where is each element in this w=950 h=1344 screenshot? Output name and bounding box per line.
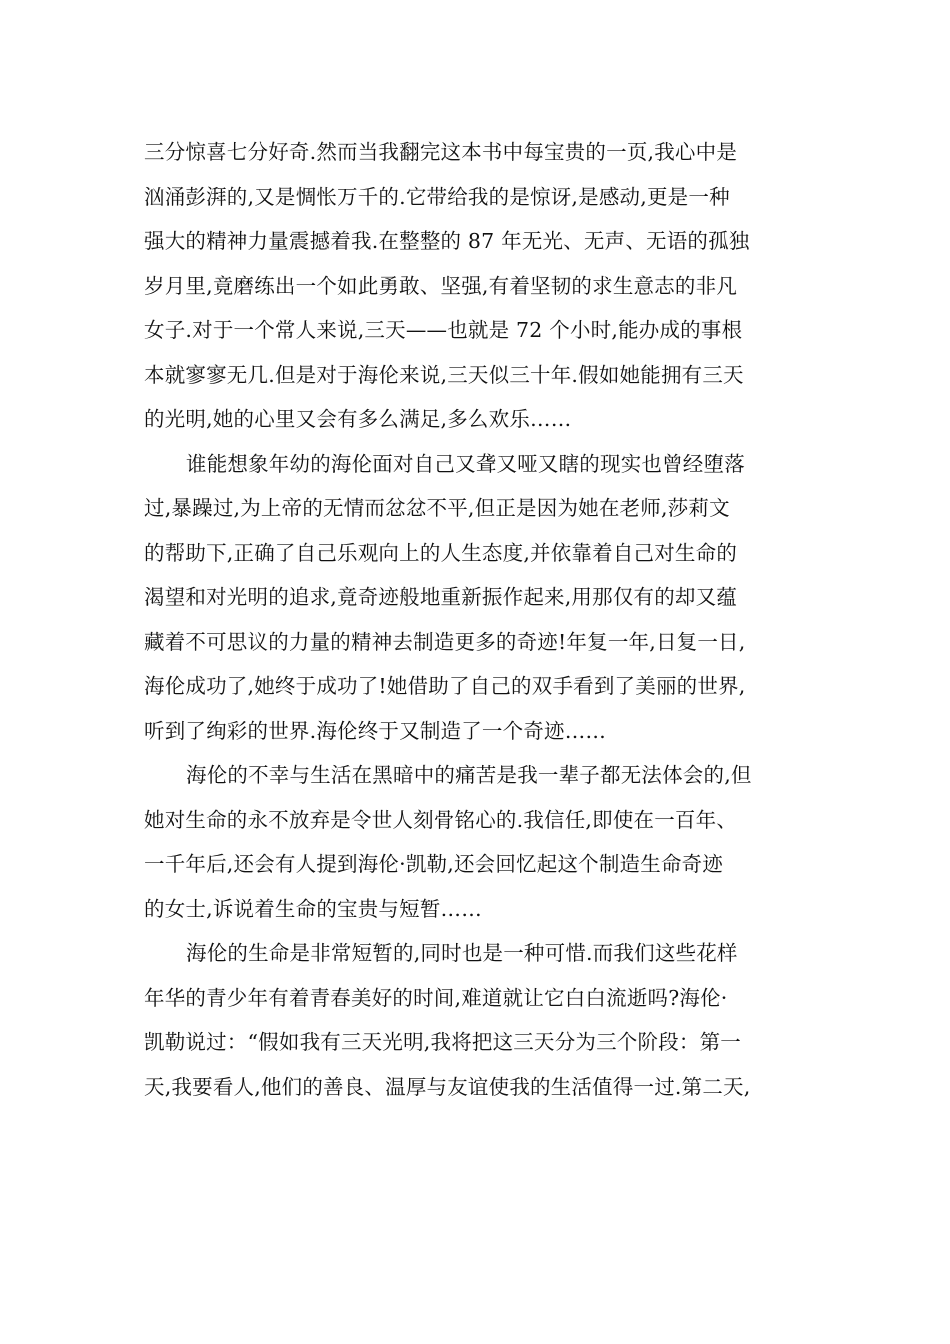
text-line: 年华的青少年有着青春美好的时间,难道就让它白白流逝吗?海伦· (144, 985, 728, 1010)
text-line: 她对生命的永不放弃是令世人刻骨铭心的.我信任,即使在一百年、 (144, 807, 738, 832)
text-line: 海伦成功了,她终于成功了!她借助了自己的双手看到了美丽的世界, (144, 674, 746, 698)
document-body (144, 130, 816, 1109)
text-line: 岁月里,竟磨练出一个如此勇敢、坚强,有着坚韧的求生意志的非凡 (144, 273, 738, 298)
text-line: 渴望和对光明的追求,竟奇迹般地重新振作起来,用那仅有的却又蕴 (144, 585, 738, 609)
text-line: 一千年后,还会有人提到海伦·凯勒,还会回忆起这个制造生命奇迹 (144, 852, 724, 876)
text-line: 的女士,诉说着生命的宝贵与短暂…… (144, 896, 482, 921)
text-line: 听到了绚彩的世界.海伦终于又制造了一个奇迹…… (144, 718, 607, 743)
paragraph-3 (144, 753, 816, 931)
text-line: 三分惊喜七分好奇.然而当我翻完这本书中每宝贵的一页,我心中是 (144, 140, 738, 164)
text-line: 强大的精神力量震撼着我.在整整的 87 年无光、无声、无语的孤独 (144, 229, 750, 253)
text-line: 天,我要看人,他们的善良、温厚与友谊使我的生活值得一过.第二天, (144, 1074, 751, 1099)
paragraph-2 (144, 442, 816, 754)
text-line: 本就寥寥无几.但是对于海伦来说,三天似三十年.假如她能拥有三天 (144, 362, 744, 387)
text-line: 的帮助下,正确了自己乐观向上的人生态度,并依靠着自己对生命的 (144, 540, 738, 565)
text-line: 凯勒说过：“假如我有三天光明,我将把这三天分为三个阶段：第一 (144, 1030, 741, 1054)
text-line: 藏着不可思议的力量的精神去制造更多的奇迹!年复一年,日复一日, (144, 629, 746, 654)
text-line: 过,暴躁过,为上帝的无情而忿忿不平,但正是因为她在老师,莎莉文 (144, 496, 730, 520)
paragraph-4 (144, 931, 816, 1109)
text-line: 的光明,她的心里又会有多么满足,多么欢乐…… (144, 407, 572, 431)
text-line: 谁能想象年幼的海伦面对自己又聋又哑又瞎的现实也曾经堕落 (186, 451, 745, 476)
text-line: 海伦的不幸与生活在黑暗中的痛苦是我一辈子都无法体会的,但 (186, 763, 752, 787)
paragraph-1 (144, 130, 816, 442)
text-line: 汹涌彭湃的,又是惆怅万千的.它带给我的是惊讶,是感动,更是一种 (144, 184, 730, 209)
text-line: 女子.对于一个常人来说,三天——也就是 72 个小时,能办成的事根 (144, 318, 743, 342)
text-line: 海伦的生命是非常短暂的,同时也是一种可惜.而我们这些花样 (186, 941, 738, 965)
